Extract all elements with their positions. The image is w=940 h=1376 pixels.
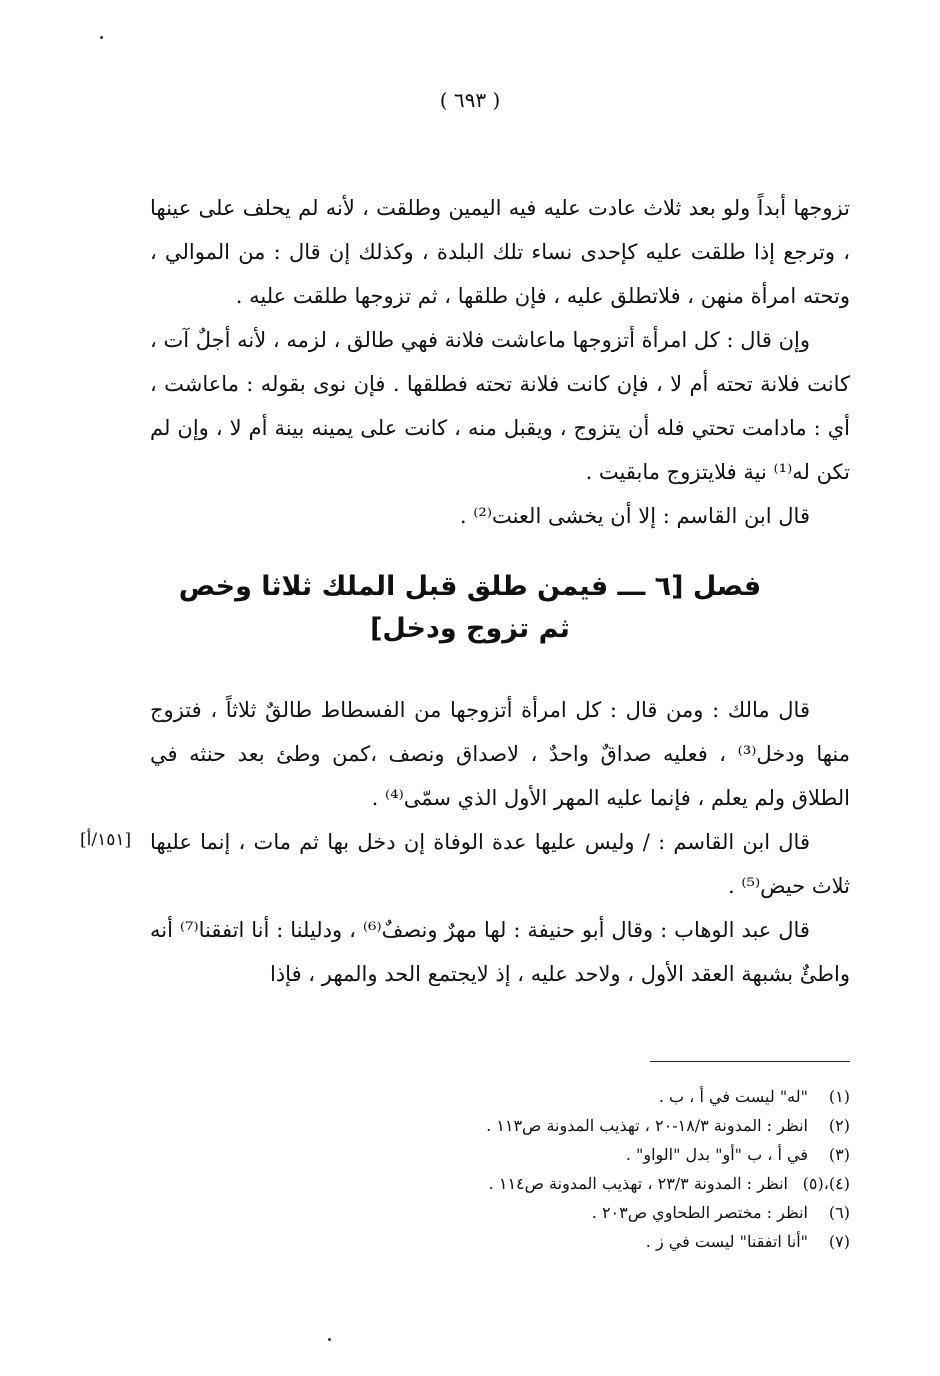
- paragraph: قال ابن القاسم : إلا أن يخشى العنت⁽²⁾ .: [459, 504, 810, 528]
- page-number: ( ٦٩٣ ): [439, 88, 501, 112]
- section-heading-line: فصل [٦ ـــ فيمن طلق قبل الملك ثلاثا وخص: [178, 571, 762, 602]
- paragraph: قال مالك : ومن قال : كل امرأة أتزوجها من الفسطاط طالقٌ ثلاثاً ، فتزوج منها ودخل⁽³⁾ ، فعليه صداقٌ واحدٌ ، لاصداق ونصف ،كمن وطئ بعد حنثه في الطلاق ولم يعلم ، فإنما عليه المهر الأول الذي سمّى⁽⁴⁾ .: [150, 698, 851, 810]
- text-block-bottom: [150, 688, 850, 996]
- footnote-number: (١): [828, 1087, 850, 1106]
- footnote-text: "أنا اتفقنا" ليست في ز .: [645, 1232, 808, 1251]
- footnote-text: انظر : المدونة ٢٣/٣ ، تهذيب المدونة ص١١٤ .: [488, 1174, 788, 1193]
- footnote-text: انظر : مختصر الطحاوي ص٢٠٣ .: [591, 1203, 808, 1222]
- manuscript-folio-marker: [١٥١/أ]: [80, 830, 132, 850]
- footnote: [150, 1169, 850, 1198]
- text-block-top: [150, 186, 850, 538]
- scan-speck: [100, 36, 103, 39]
- paragraph: وإن قال : كل امرأة أتزوجها ماعاشت فلانة فهي طالق ، لزمه ، لأنه أجلٌ آت ، كانت فلانة تحته أم لا ، فإن كانت فلانة تحته فطلقها . فإن نوى بقوله : ماعاشت ، أي : مادامت تحتي فله أن يتزوج ، ويقبل منه ، كانت على يمينه بينة أم لا ، وإن لم تكن له⁽¹⁾ نية فلايتزوج مابقيت .: [150, 328, 850, 484]
- section-heading: [0, 566, 940, 650]
- footnote: [150, 1198, 850, 1227]
- footnote: [150, 1140, 850, 1169]
- footnote: [150, 1227, 850, 1256]
- footnotes: [150, 1082, 850, 1256]
- paragraph: قال عبد الوهاب : وقال أبو حنيفة : لها مهرٌ ونصفٌ⁽⁶⁾ ، ودليلنا : أنا اتفقنا⁽⁷⁾ أنه واطئٌ بشبهة العقد الأول ، ولاحد عليه ، إذ لايجتمع الحد والمهر ، فإذا: [150, 918, 850, 986]
- paragraph: قال ابن القاسم : / وليس عليها عدة الوفاة إن دخل بها ثم مات ، إنما عليها ثلاث حيض⁽⁵⁾ .: [150, 830, 850, 898]
- footnote-number: (٤)،(٥): [802, 1174, 850, 1193]
- footnote-number: (٢): [828, 1116, 850, 1135]
- footnote-text: "له" ليست في أ ، ب .: [658, 1087, 808, 1106]
- footnote: [150, 1111, 850, 1140]
- footnote-text: في أ ، ب "أو" بدل "الواو" .: [625, 1145, 808, 1164]
- footnote-text: انظر : المدونة ١٨/٣-٢٠ ، تهذيب المدونة ص١١٣ .: [486, 1116, 808, 1135]
- footnote-separator: [650, 1061, 850, 1062]
- footnote-number: (٣): [828, 1145, 850, 1164]
- paragraph: تزوجها أبداً ولو بعد ثلاث عادت عليه فيه اليمين وطلقت ، لأنه لم يحلف على عينها ، وترجع إذا طلقت عليه كإحدى نساء تلك البلدة ، وكذلك إن قال : من الموالي ، وتحته امرأة منهن ، فلاتطلق عليه ، فإن طلقها ، ثم تزوجها طلقت عليه .: [150, 196, 850, 308]
- footnote: [150, 1082, 850, 1111]
- footnote-number: (٦): [828, 1203, 850, 1222]
- footnote-number: (٧): [828, 1232, 850, 1251]
- scan-speck: [328, 1338, 331, 1341]
- section-heading-line: ثم تزوج ودخل]: [370, 613, 570, 644]
